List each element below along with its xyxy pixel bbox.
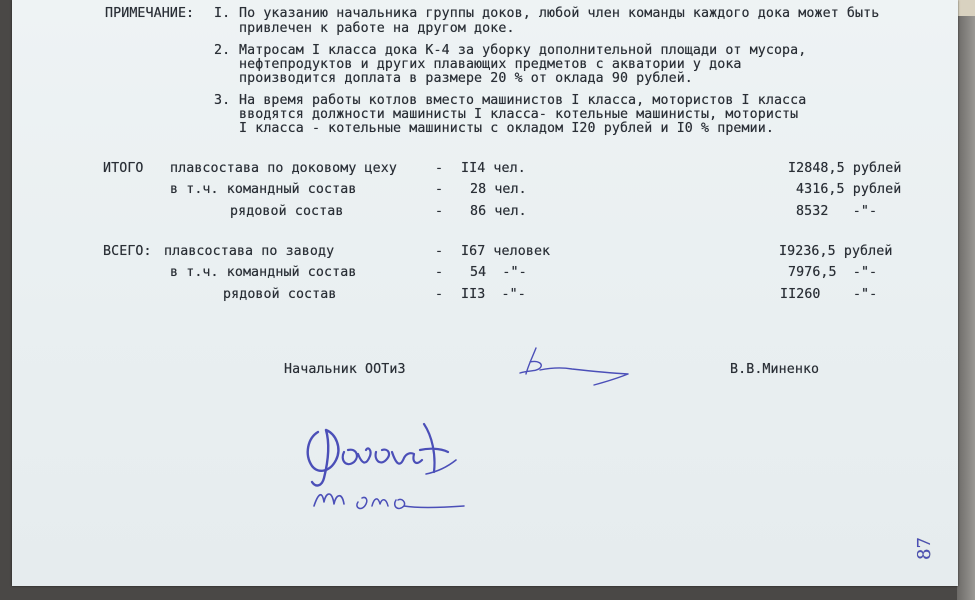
note-3-number: 3. [214,93,231,108]
itogo-row-1-dash: - [435,161,444,176]
handwritten-line-1 [308,424,456,485]
vsego-row-3-amount: II260 -"- [780,287,878,302]
itogo-label: ИТОГО [103,161,144,176]
document-page [12,0,958,586]
note-2-line-2: нефтепродуктов и других плавающих предметов с акватории у дока [239,57,742,72]
itogo-row-3-desc: рядовой состав [230,204,344,219]
itogo-row-2-amount: 4316,5 рублей [796,182,902,197]
vsego-row-3-desc: рядовой состав [223,287,337,302]
itogo-row-1-amount: I2848,5 рублей [788,161,902,176]
vsego-label: ВСЕГО: [103,244,152,259]
note-3-line-2: вводятся должности машинисты I класса- котельные машинисты, мотористы [239,107,799,122]
note-2-line-1: Матросам I класса дока К-4 за уборку дополнительной площади от мусора, [239,43,807,58]
vsego-row-2-dash: - [435,265,444,280]
signature-scribble [510,340,635,390]
note-3-line-1: На время работы котлов вместо машинистов I класса, мотористов I класса [239,93,807,108]
note-1-number: I. [214,6,231,21]
note-1-line-1: По указанию начальника группы доков, любой член команды каждого дока может быть [239,6,880,21]
page-number: 87 [914,536,935,560]
vsego-row-1-amount: I9236,5 рублей [779,244,893,259]
scan-edge-right [957,0,975,600]
itogo-row-1-desc: плавсостава по доковому цеху [170,161,397,176]
itogo-row-2-desc: в т.ч. командный состав [170,182,357,197]
note-1-line-2: привлечен к работе на другом доке. [239,21,515,36]
vsego-row-1-dash: - [435,244,444,259]
vsego-row-2-desc: в т.ч. командный состав [170,265,357,280]
vsego-row-3-count: II3 -"- [461,287,526,302]
itogo-row-3-dash: - [435,204,444,219]
signatory-title: Начальник ООТиЗ [284,362,406,377]
itogo-row-2-count: 28 чел. [470,182,527,197]
itogo-row-3-count: 86 чел. [470,204,527,219]
notes-label: ПРИМЕЧАНИЕ: [105,6,195,21]
note-2-number: 2. [214,43,231,58]
vsego-row-2-count: 54 -"- [470,265,527,280]
signatory-name: В.В.Миненко [730,362,820,377]
vsego-row-1-count: I67 человек [461,244,551,259]
vsego-row-2-amount: 7976,5 -"- [788,265,878,280]
vsego-row-3-dash: - [435,287,444,302]
vsego-row-1-desc: плавсостава по заводу [164,244,335,259]
handwritten-resolution [296,414,476,524]
itogo-row-2-dash: - [435,182,444,197]
itogo-row-1-count: II4 чел. [461,161,526,176]
itogo-row-3-amount: 8532 -"- [796,204,878,219]
handwritten-line-2 [314,494,464,508]
note-3-line-3: I класса - котельные машинисты с окладом I20 рублей и I0 % премии. [239,121,774,136]
note-2-line-3: производится доплата в размере 20 % от оклада 90 рублей. [239,71,693,86]
